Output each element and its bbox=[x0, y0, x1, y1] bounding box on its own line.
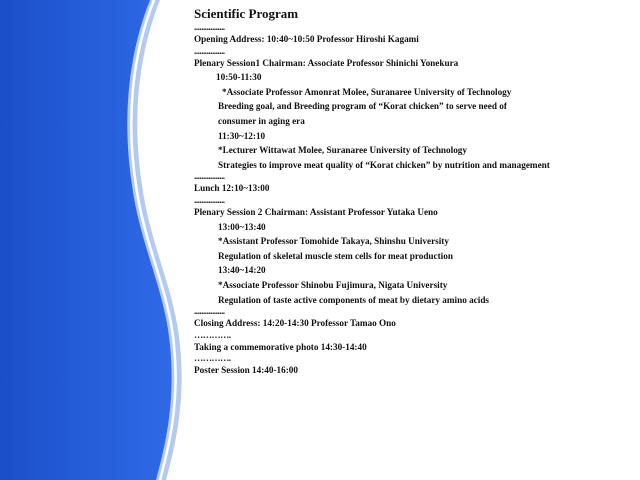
plenary1-header: Plenary Session1 Chairman: Associate Professor Shinichi Yonekura bbox=[194, 57, 459, 68]
separator: ................. bbox=[194, 45, 225, 56]
talk-title: Regulation of skeletal muscle stem cells for meat production bbox=[218, 250, 453, 261]
talk-time: 10:50-11:30 bbox=[216, 72, 262, 83]
talk-time: 13:00~13:40 bbox=[218, 221, 266, 232]
closing-address: Closing Address: 14:20-14:30 Professor Tamao Ono bbox=[194, 318, 396, 329]
talk-title: Strategies to improve meat quality of “Korat chicken” by nutrition and management bbox=[218, 159, 550, 170]
talk-speaker: *Associate Professor Shinobu Fujimura, Nigata University bbox=[218, 279, 448, 290]
talk-time: 13:40~14:20 bbox=[218, 265, 266, 276]
talk-speaker: *Associate Professor Amonrat Molee, Suranaree University of Technology bbox=[222, 86, 512, 97]
commemorative-photo: Taking a commemorative photo 14:30-14:40 bbox=[194, 341, 367, 352]
talk-title: Regulation of taste active components of meat by dietary amino acids bbox=[218, 294, 489, 305]
separator: ................. bbox=[194, 306, 225, 317]
lunch: Lunch 12:10~13:00 bbox=[194, 183, 270, 194]
program-content bbox=[194, 6, 634, 378]
talk-speaker: *Lecturer Wittawat Molee, Suranaree University of Technology bbox=[218, 145, 467, 156]
program-title: Scientific Program bbox=[194, 6, 299, 21]
poster-session: Poster Session 14:40-16:00 bbox=[194, 365, 298, 376]
plenary2-header: Plenary Session 2 Chairman: Assistant Professor Yutaka Ueno bbox=[194, 206, 438, 217]
separator: …………. bbox=[194, 353, 231, 364]
separator: ................. bbox=[194, 22, 225, 32]
separator: ................. bbox=[194, 171, 225, 182]
opening-address: Opening Address: 10:40~10:50 Professor Hiroshi Kagami bbox=[194, 34, 419, 44]
talk-time: 11:30~12:10 bbox=[218, 130, 266, 141]
separator: …………. bbox=[194, 329, 231, 340]
talk-title: consumer in aging era bbox=[218, 115, 305, 126]
talk-title: Breeding goal, and Breeding program of “Korat chicken” to serve need of bbox=[218, 101, 507, 112]
separator: ................. bbox=[194, 194, 225, 205]
talk-speaker: *Assistant Professor Tomohide Takaya, Shinshu University bbox=[218, 236, 449, 247]
